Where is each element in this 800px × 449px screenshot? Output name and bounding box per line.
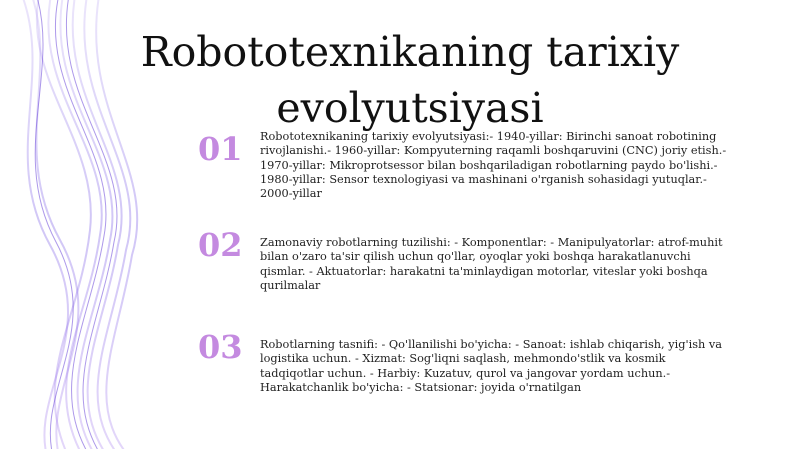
slide-title: Robototexnikaning tarixiy evolyutsiyasi [140, 28, 680, 132]
item-number: 02 [198, 226, 243, 264]
item-number: 01 [198, 130, 243, 168]
item-text: Robototexnikaning tarixiy evolyutsiyasi:- 1940-yillar: Birinchi sanoat robotining rivojlanishi.- 1960-yillar: Kompyuterning raqamli boshqaruvini (CNC) joriy etish.- 1970-yillar: Mikroprotsessor bilan boshqariladigan robotlarning paydo bo'lishi.- 1980-yillar: Sensor texnologiyasi va mashinani o'rganish sohasidagi yutuqlar.- 2000-yillar [260, 130, 727, 201]
item-text: Robotlarning tasnifi: - Qo'llanilishi bo'yicha: - Sanoat: ishlab chiqarish, yig'ish va logistika uchun. - Xizmat: Sog'liqni saqlash, mehmondo'stlik va kosmik tadqiqotlar uchun. - Harbiy: Kuzatuv, qurol va jangovar yordam uchun.- Harakatchanlik bo'yicha: - Statsionar: joyida o'rnatilgan [260, 338, 722, 394]
item-text: Zamonaviy robotlarning tuzilishi: - Komponentlar: - Manipulyatorlar: atrof-muhit bilan o'zaro ta'sir qilish uchun qo'llar, oyoqlar yoki boshqa harakatlanuvchi qismlar. - Aktuatorlar: harakatni ta'minlaydigan motorlar, viteslar yoki boshqa qurilmalar [260, 236, 723, 292]
item-number: 03 [198, 328, 243, 366]
